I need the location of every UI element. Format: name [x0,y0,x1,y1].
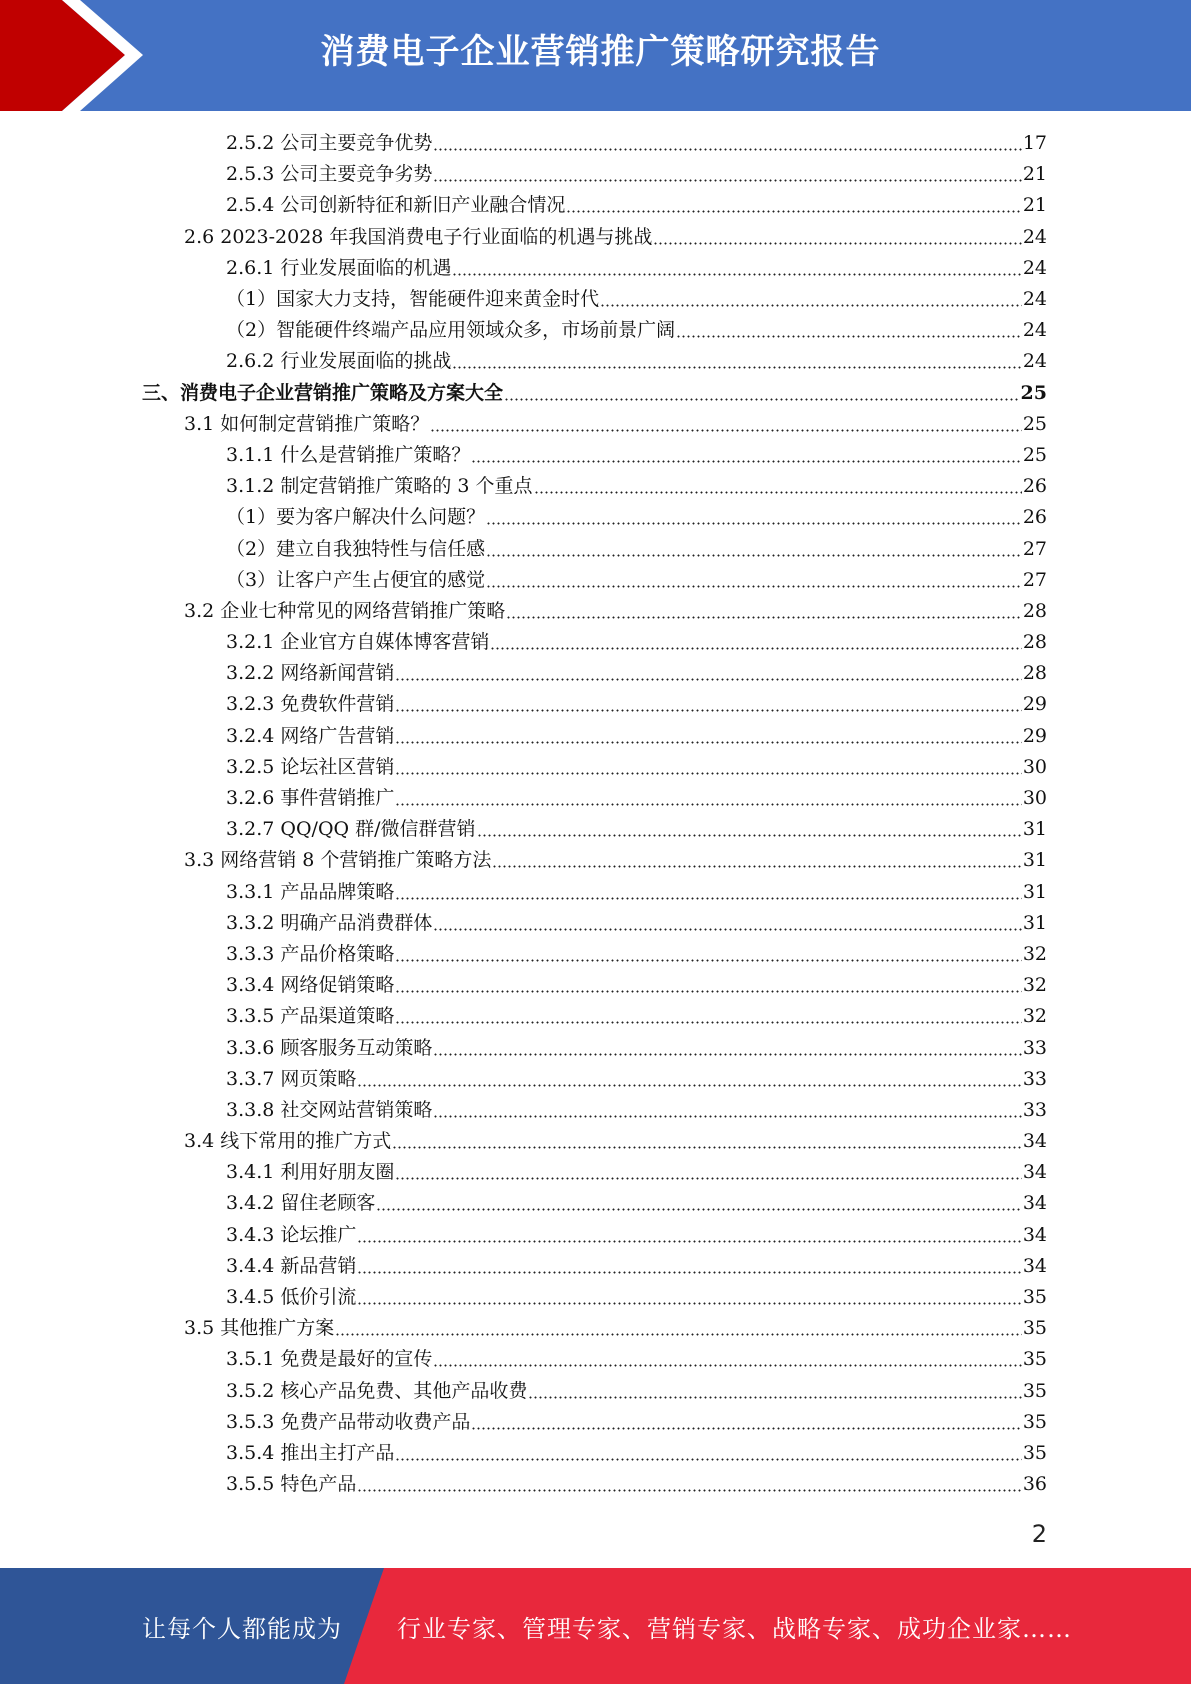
toc-entry-label: 3.2.4 网络广告营销 [226,724,395,747]
toc-dot-leader [452,273,1021,276]
toc-entry-label: （1）国家大力支持，智能硬件迎来黄金时代 [226,288,600,311]
toc-entry-label: 2.5.3 公司主要竞争劣势 [226,163,433,186]
toc-entry-label: 3.5 其他推广方案 [184,1317,335,1340]
toc-entry-page: 17 [1022,132,1047,155]
toc-dot-leader [653,242,1021,245]
toc-entry-label: 2.5.4 公司创新特征和新旧产业融合情况 [226,194,566,217]
toc-entry-page: 33 [1022,1067,1047,1090]
toc-entry[interactable] [0,689,1191,720]
toc-entry-page: 33 [1022,1098,1047,1121]
toc-entry[interactable] [0,1376,1191,1407]
toc-entry-page: 31 [1022,849,1047,872]
toc-dot-leader [433,1115,1021,1118]
toc-dot-leader [357,1302,1021,1305]
toc-entry-page: 29 [1022,724,1047,747]
toc-entry-page: 28 [1022,599,1047,622]
toc-entry-label: （1）要为客户解决什么问题？ [226,506,486,529]
toc-entry-page: 34 [1022,1254,1047,1277]
toc-dot-leader [395,678,1021,681]
toc-entry-label: 3.5.5 特色产品 [226,1473,357,1496]
toc-entry[interactable] [0,1032,1191,1063]
page-number: 2 [1031,1520,1047,1548]
toc-entry[interactable] [0,1251,1191,1282]
toc-entry-label: 3.3.5 产品渠道策略 [226,1005,395,1028]
toc-entry[interactable] [0,814,1191,845]
toc-entry-label: 3.2.6 事件营销推广 [226,787,395,810]
toc-entry-label: 3.5.1 免费是最好的宣传 [226,1348,433,1371]
toc-dot-leader [486,554,1022,557]
toc-entry-label: 3.2 企业七种常见的网络营销推广策略 [184,599,506,622]
toc-dot-leader [433,179,1021,182]
toc-entry-label: 3.2.1 企业官方自媒体博客营销 [226,631,490,654]
toc-dot-leader [357,1240,1021,1243]
toc-entry-label: 3.4.2 留住老顾客 [226,1192,376,1215]
toc-entry[interactable] [0,1126,1191,1157]
toc-dot-leader [471,460,1021,463]
toc-dot-leader [395,772,1021,775]
toc-entry[interactable] [0,409,1191,440]
toc-entry[interactable] [0,222,1191,253]
toc-dot-leader [357,1489,1021,1492]
toc-entry-page: 35 [1022,1348,1047,1371]
toc-entry-label: 2.6.1 行业发展面临的机遇 [226,256,452,279]
toc-entry-page: 32 [1022,974,1047,997]
toc-entry-label: 3.4.3 论坛推广 [226,1223,357,1246]
toc-entry[interactable] [0,1220,1191,1251]
toc-entry-label: 3.3.7 网页策略 [226,1067,357,1090]
toc-entry[interactable] [0,1469,1191,1500]
toc-entry-page: 24 [1022,288,1047,311]
toc-dot-leader [395,990,1021,993]
footer-slogan-left: 让每个人都能成为 [142,1615,342,1643]
toc-dot-leader [504,398,1020,401]
toc-entry-page: 35 [1022,1317,1047,1340]
toc-entry-page: 36 [1022,1473,1047,1496]
toc-entry-page: 35 [1022,1379,1047,1402]
toc-dot-leader [395,1458,1021,1461]
toc-dot-leader [477,834,1022,837]
toc-entry[interactable] [0,1188,1191,1219]
toc-entry[interactable] [0,1313,1191,1344]
toc-dot-leader [395,1177,1021,1180]
toc-entry-label: 3.5.4 推出主打产品 [226,1441,395,1464]
toc-entry-label: （2）智能硬件终端产品应用领域众多，市场前景广阔 [226,319,676,342]
toc-entry-page: 26 [1022,506,1047,529]
toc-dot-leader [486,522,1022,525]
toc-dot-leader [490,647,1021,650]
toc-dot-leader [506,616,1022,619]
toc-dot-leader [433,1053,1021,1056]
toc-dot-leader [433,148,1021,151]
toc-entry[interactable] [0,378,1191,409]
toc-dot-leader [600,304,1022,307]
toc-entry-page: 31 [1022,880,1047,903]
toc-entry-label: 3.2.7 QQ/QQ 群/微信群营销 [226,818,476,841]
toc-dot-leader [395,1021,1021,1024]
toc-entry[interactable] [0,627,1191,658]
toc-entry[interactable] [0,1157,1191,1188]
toc-entry-label: 3.1.1 什么是营销推广策略？ [226,443,471,466]
toc-entry[interactable] [0,939,1191,970]
toc-entry-page: 28 [1022,662,1047,685]
toc-entry-label: 3.3.4 网络促销策略 [226,974,395,997]
toc-entry[interactable] [0,284,1191,315]
toc-dot-leader [492,865,1021,868]
toc-entry[interactable] [0,658,1191,689]
toc-entry[interactable] [0,346,1191,377]
toc-entry[interactable] [0,315,1191,346]
toc-entry-label: 3.4.5 低价引流 [226,1286,357,1309]
toc-entry-label: 3.3 网络营销 8 个营销推广策略方法 [184,849,492,872]
toc-entry-label: 2.6 2023-2028 年我国消费电子行业面临的机遇与挑战 [184,225,653,248]
toc-entry-label: 3.3.2 明确产品消费群体 [226,911,433,934]
toc-entry-page: 31 [1022,818,1047,841]
toc-dot-leader [395,803,1021,806]
toc-entry[interactable] [0,596,1191,627]
toc-dot-leader [528,1396,1021,1399]
toc-dot-leader [376,1208,1021,1211]
toc-entry-page: 25 [1022,443,1047,466]
toc-entry-page: 28 [1022,631,1047,654]
toc-entry-label: 2.5.2 公司主要竞争优势 [226,132,433,155]
toc-entry[interactable] [0,1001,1191,1032]
toc-entry[interactable] [0,1438,1191,1469]
toc-entry-label: 2.6.2 行业发展面临的挑战 [226,350,452,373]
toc-entry-page: 25 [1022,412,1047,435]
toc-entry[interactable] [0,908,1191,939]
toc-entry[interactable] [0,533,1191,564]
toc-entry-label: 3.3.1 产品品牌策略 [226,880,395,903]
toc-entry-page: 35 [1022,1286,1047,1309]
toc-entry-label: 3.3.8 社交网站营销策略 [226,1098,433,1121]
toc-dot-leader [395,709,1021,712]
toc-entry[interactable] [0,752,1191,783]
toc-entry[interactable] [0,190,1191,221]
toc-entry[interactable] [0,128,1191,159]
toc-entry-page: 35 [1022,1410,1047,1433]
toc-entry[interactable] [0,970,1191,1001]
toc-entry-label: 3.4.1 利用好朋友圈 [226,1161,395,1184]
toc-entry-label: 3.2.5 论坛社区营销 [226,755,395,778]
toc-entry-page: 35 [1022,1441,1047,1464]
toc-dot-leader [335,1333,1022,1336]
toc-entry[interactable] [0,1282,1191,1313]
toc-entry-page: 24 [1022,319,1047,342]
toc-entry-page: 34 [1022,1223,1047,1246]
page-header [0,0,1191,111]
toc-entry-page: 33 [1022,1036,1047,1059]
toc-dot-leader [534,491,1022,494]
toc-dot-leader [486,585,1022,588]
toc-entry-page: 24 [1022,256,1047,279]
toc-entry[interactable] [0,440,1191,471]
toc-entry[interactable] [0,721,1191,752]
toc-entry-page: 32 [1022,1005,1047,1028]
toc-dot-leader [392,1146,1022,1149]
toc-dot-leader [395,741,1021,744]
toc-entry-label: 3.2.3 免费软件营销 [226,693,395,716]
toc-entry-page: 29 [1022,693,1047,716]
page-footer [0,1568,1191,1684]
toc-entry-page: 24 [1022,225,1047,248]
toc-entry-page: 31 [1022,911,1047,934]
toc-entry-label: 3.4 线下常用的推广方式 [184,1130,392,1153]
toc-entry-page: 30 [1022,755,1047,778]
toc-entry-page: 25 [1020,381,1047,404]
toc-entry-page: 34 [1022,1192,1047,1215]
toc-dot-leader [433,1364,1021,1367]
toc-entry-page: 30 [1022,787,1047,810]
toc-entry-label: 3.4.4 新品营销 [226,1254,357,1277]
toc-entry-label: 3.1 如何制定营销推广策略？ [184,412,430,435]
toc-entry[interactable] [0,471,1191,502]
toc-entry-page: 21 [1022,194,1047,217]
toc-dot-leader [676,335,1022,338]
toc-entry[interactable] [0,502,1191,533]
toc-entry-page: 27 [1022,537,1047,560]
toc-entry[interactable] [0,1095,1191,1126]
toc-entry-label: 3.3.6 顾客服务互动策略 [226,1036,433,1059]
table-of-contents [0,128,1191,1500]
toc-dot-leader [566,210,1021,213]
toc-entry[interactable] [0,253,1191,284]
toc-dot-leader [452,366,1021,369]
toc-entry[interactable] [0,565,1191,596]
toc-entry[interactable] [0,1064,1191,1095]
toc-dot-leader [471,1427,1021,1430]
toc-entry-page: 32 [1022,942,1047,965]
toc-dot-leader [395,959,1021,962]
toc-dot-leader [357,1084,1021,1087]
toc-entry[interactable] [0,159,1191,190]
toc-entry[interactable] [0,845,1191,876]
toc-entry[interactable] [0,1407,1191,1438]
footer-slogan-right: 行业专家、管理专家、营销专家、战略专家、成功企业家…… [397,1615,1072,1643]
toc-entry-label: 3.5.2 核心产品免费、其他产品收费 [226,1379,528,1402]
toc-entry-page: 24 [1022,350,1047,373]
toc-dot-leader [430,429,1022,432]
toc-entry[interactable] [0,877,1191,908]
toc-entry-page: 34 [1022,1130,1047,1153]
report-title: 消费电子企业营销推广策略研究报告 [320,32,881,72]
toc-entry-page: 34 [1022,1161,1047,1184]
toc-dot-leader [357,1271,1021,1274]
toc-entry-label: 3.2.2 网络新闻营销 [226,662,395,685]
toc-dot-leader [433,928,1021,931]
toc-entry[interactable] [0,1344,1191,1375]
toc-entry-label: 三、消费电子企业营销推广策略及方案大全 [142,381,504,404]
toc-entry-page: 27 [1022,568,1047,591]
toc-entry-label: 3.5.3 免费产品带动收费产品 [226,1410,471,1433]
toc-entry-label: 3.1.2 制定营销推广策略的 3 个重点 [226,475,533,498]
toc-entry[interactable] [0,783,1191,814]
toc-dot-leader [395,897,1021,900]
toc-entry-label: （3）让客户产生占便宜的感觉 [226,568,486,591]
toc-entry-label: （2）建立自我独特性与信任感 [226,537,486,560]
toc-entry-label: 3.3.3 产品价格策略 [226,942,395,965]
toc-entry-page: 26 [1022,475,1047,498]
toc-entry-page: 21 [1022,163,1047,186]
